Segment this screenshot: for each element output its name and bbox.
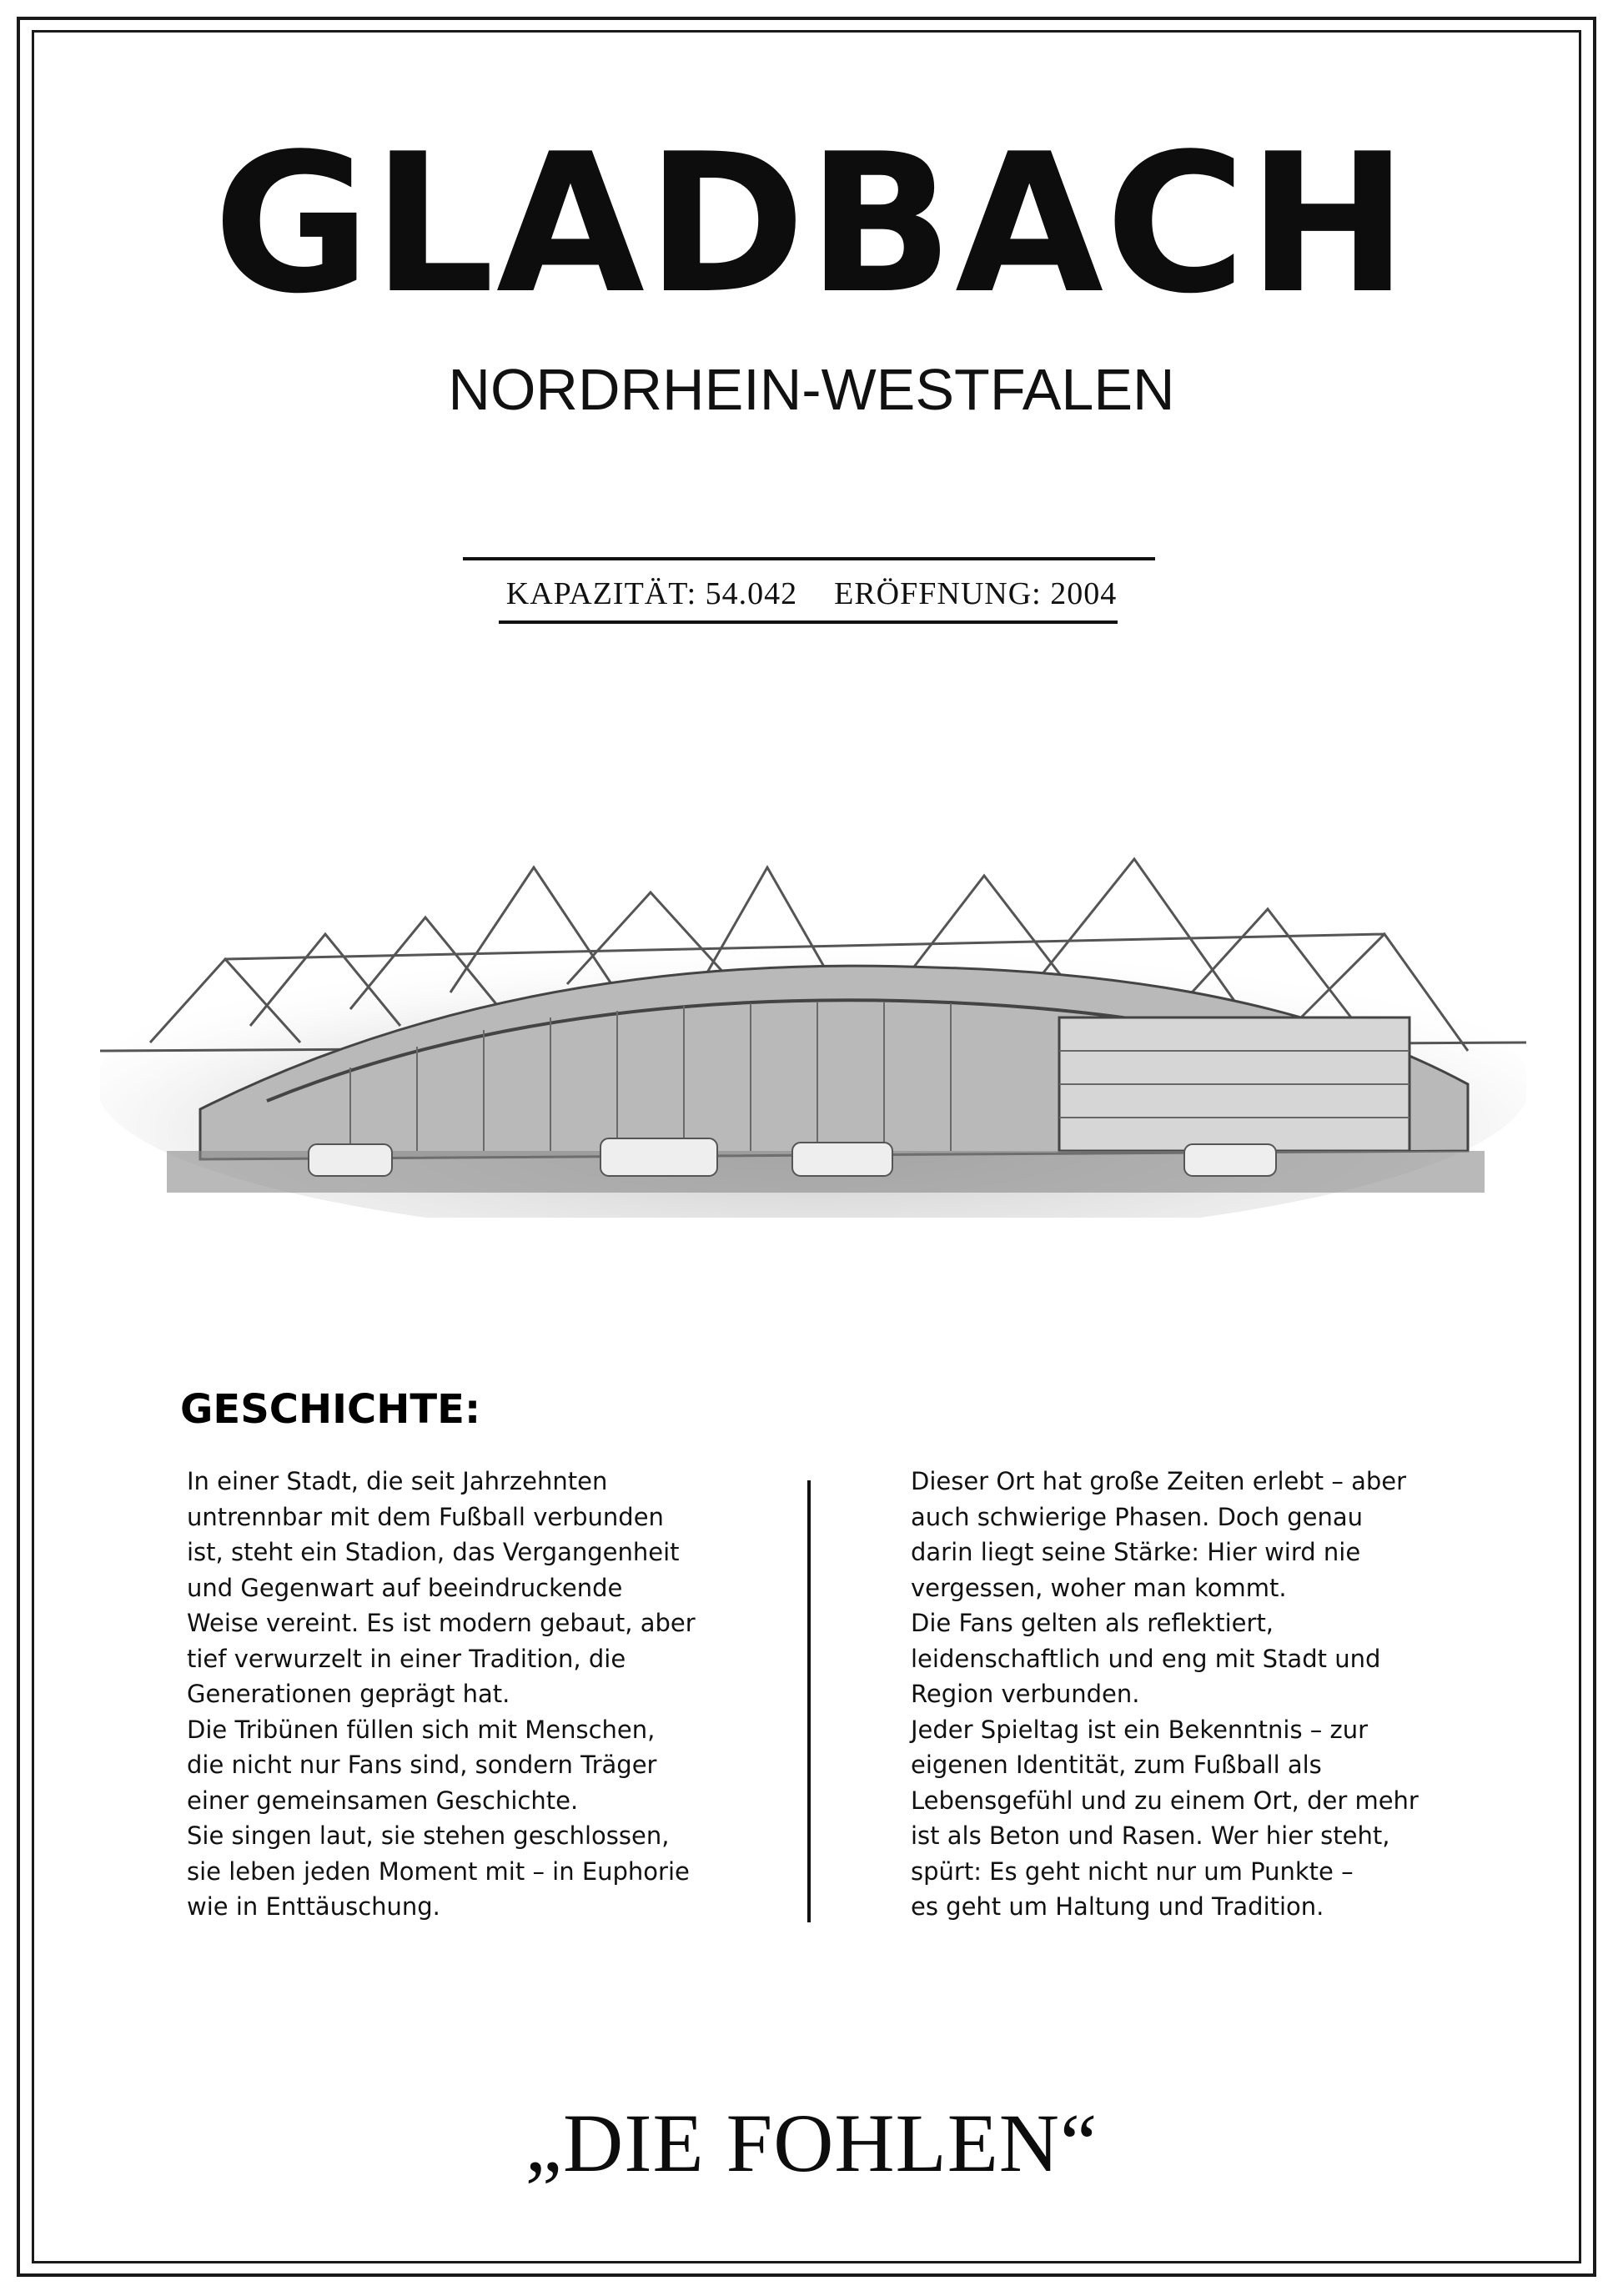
facts-rule-bottom: [499, 620, 1118, 624]
stadium-facts: [0, 574, 1623, 614]
stadium-illustration: [100, 834, 1526, 1218]
capacity-fact: KAPAZITÄT: 54.042: [505, 576, 798, 611]
history-column-right: [911, 1464, 1453, 1925]
column-divider: [807, 1480, 811, 1922]
history-text-left: In einer Stadt, die seit Jahrzehnten untrennbar mit dem Fußball verbunden ist, steht ein Stadion, das Vergangenheit und Gegenwart auf beeindruckende Weise vereint. Es ist modern gebaut, aber tief verwurzelt in einer Tradition, die Generationen geprägt hat. Die Tribünen füllen sich mit Menschen, die nicht nur Fans sind, sondern Träger einer gemeinsamen Geschichte. Sie singen laut, sie stehen geschlossen, sie leben jeden Moment mit – in Euphorie wie in Enttäuschung.: [187, 1467, 696, 1921]
opening-fact: ERÖFFNUNG: 2004: [834, 576, 1118, 611]
facts-rule-top: [463, 557, 1155, 560]
poster-subtitle: NORDRHEIN-WESTFALEN: [448, 357, 1175, 422]
poster-title: GLADBACH: [213, 113, 1410, 336]
history-text-right: Dieser Ort hat große Zeiten erlebt – aber auch schwierige Phasen. Doch genau darin liegt seine Stärke: Hier wird nie vergessen, woher man kommt. Die Fans gelten als reflektiert, leidenschaftlich und eng mit Stadt und Region verbunden. Jeder Spieltag ist ein Bekenntnis – zur eigenen Identität, zum Fußball als Lebensgefühl und zu einem Ort, der mehr ist als Beton und Rasen. Wer hier steht, spürt: Es geht nicht nur um Punkte – es geht um Haltung und Tradition.: [911, 1467, 1419, 1921]
history-column-left: [187, 1464, 771, 1925]
history-heading: GESCHICHTE:: [180, 1386, 481, 1433]
club-motto: „DIE FOHLEN“: [525, 2097, 1098, 2189]
